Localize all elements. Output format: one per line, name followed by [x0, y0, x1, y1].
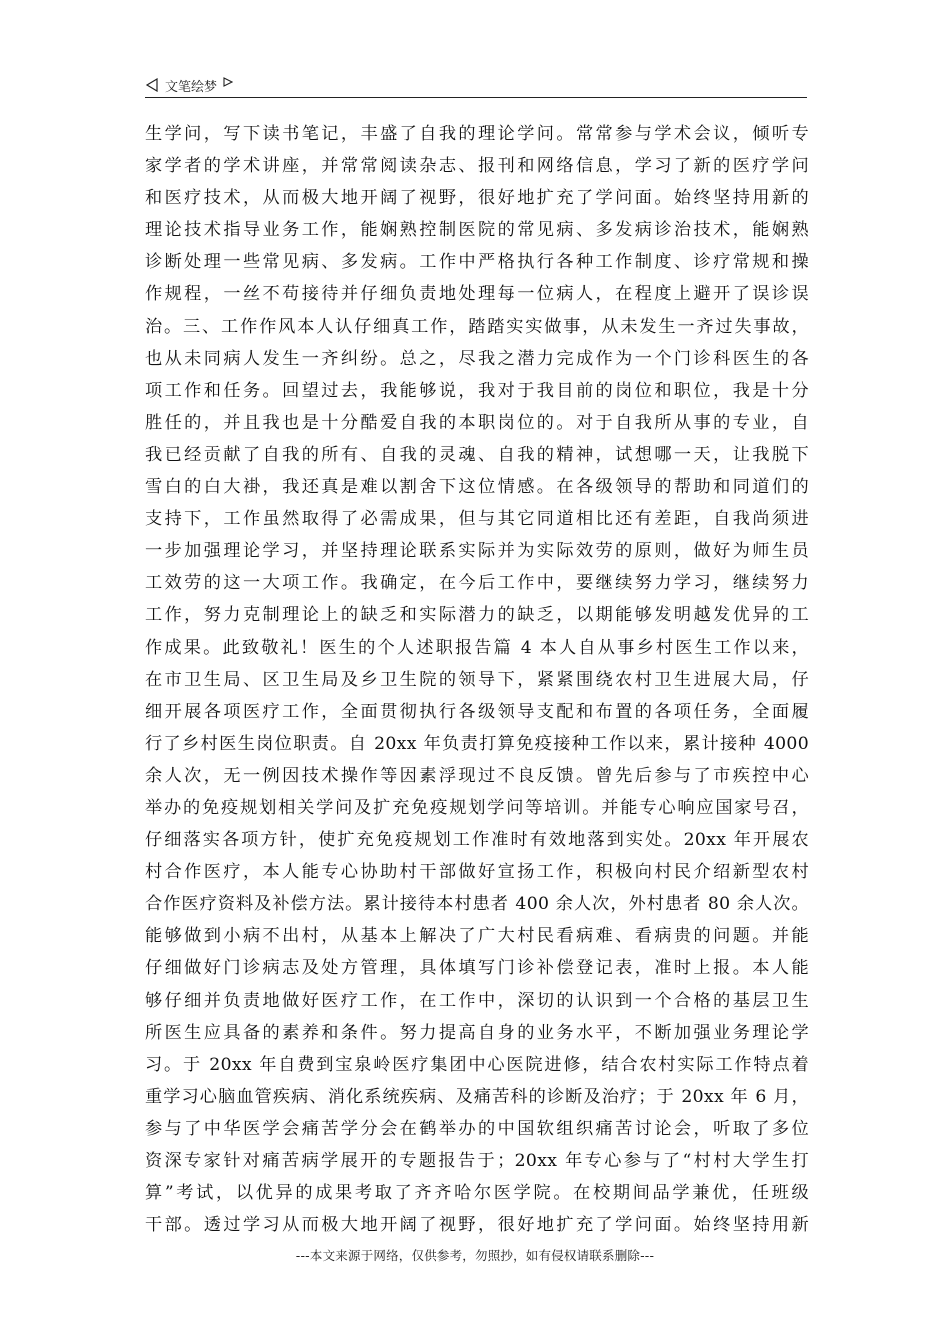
body-line: 项工作和任务。回望过去，我能够说，我对于我目前的岗位和职位，我是十分 — [145, 380, 809, 401]
body-line: 仔细落实各项方针，使扩充免疫规划工作准时有效地落到实处。20xx 年开展农 — [145, 830, 809, 851]
body-line: 胜任的，并且我也是十分酷爱自我的本职岗位的。对于自我所从事的专业，自 — [145, 412, 809, 433]
body-line: 生学问，写下读书笔记，丰盛了自我的理论学问。常常参与学术会议，倾听专 — [145, 124, 809, 144]
body-line: 够仔细并负责地做好医疗工作，在工作中，深切的认识到一个合格的基层卫生 — [145, 990, 809, 1011]
body-line: 一步加强理论学习，并坚持理论联系实际并为实际效劳的原则，做好为师生员 — [145, 541, 809, 562]
triangle-right-icon — [223, 77, 233, 87]
body-line: 治。三、工作作风本人认仔细真工作，踏踏实实做事，从未发生一齐过失事故， — [145, 316, 809, 337]
page-header — [145, 72, 807, 98]
body-line: 也从未同病人发生一齐纠纷。总之，尽我之潜力完成作为一个门诊科医生的各 — [145, 348, 809, 369]
body-line: 能够做到小病不出村，从基本上解决了广大村民看病难、看病贵的问题。并能 — [145, 926, 809, 947]
body-line: 余人次，无一例因技术操作等因素浮现过不良反馈。曾先后参与了市疾控中心 — [145, 765, 809, 786]
body-line: 资深专家针对痛苦病学展开的专题报告于；20xx 年专心参与了“村村大学生打 — [145, 1151, 809, 1171]
body-line: 算”考试，以优异的成果考取了齐齐哈尔医学院。在校期间品学兼优，任班级 — [145, 1183, 809, 1204]
header-title: 文笔绘梦 — [165, 79, 218, 95]
header-divider — [145, 97, 807, 98]
body-line: 诊断处理一些常见病、多发病。工作中严格执行各种工作制度、诊疗常规和操 — [145, 252, 809, 273]
body-line: 所医生应具备的素养和条件。努力提高自身的业务水平，不断加强业务理论学 — [145, 1022, 809, 1043]
body-line: 我已经贡献了自我的所有、自我的灵魂、自我的精神，试想哪一天，让我脱下 — [145, 444, 809, 465]
body-line: 在市卫生局、区卫生局及乡卫生院的领导下，紧紧围绕农村卫生进展大局，仔 — [145, 669, 809, 690]
body-line: 作成果。此致敬礼！医生的个人述职报告篇 4 本人自从事乡村医生工作以来， — [145, 637, 809, 658]
body-line: 参与了中华医学会痛苦学分会在鹤举办的中国软组织痛苦讨论会，听取了多位 — [145, 1118, 809, 1139]
body-line: 干部。透过学习从而极大地开阔了视野，很好地扩充了学问面。始终坚持用新 — [145, 1215, 809, 1236]
body-line: 习。于 20xx 年自费到宝泉岭医疗集团中心医院进修，结合农村实际工作特点着 — [145, 1054, 809, 1075]
body-line: 理论技术指导业务工作，能娴熟控制医院的常见病、多发病诊治技术，能娴熟 — [145, 220, 809, 241]
body-line: 行了乡村医生岗位职责。自 20xx 年负责打算免疫接种工作以来，累计接种 4000 — [145, 733, 809, 754]
body-line: 细开展各项医疗工作，全面贯彻执行各级领导支配和布置的各项任务，全面履 — [145, 701, 809, 722]
body-line: 和医疗技术，从而极大地开阔了视野，很好地扩充了学问面。始终坚持用新的 — [145, 188, 809, 209]
body-line: 村合作医疗，本人能专心协助村干部做好宣扬工作，积极向村民介绍新型农村 — [145, 862, 809, 883]
body-line: 家学者的学术讲座，并常常阅读杂志、报刊和网络信息，学习了新的医疗学问 — [145, 156, 809, 177]
body-line: 仔细做好门诊病志及处方管理，具体填写门诊补偿登记表，准时上报。本人能 — [145, 958, 809, 979]
body-line: 作规程，一丝不苟接待并仔细负责地处理每一位病人，在程度上避开了误诊误 — [145, 284, 809, 305]
body-line: 举办的免疫规划相关学问及扩充免疫规划学问等培训。并能专心响应国家号召， — [145, 797, 809, 818]
triangle-left-icon — [145, 78, 159, 92]
body-line: 雪白的白大褂，我还真是难以割舍下这位情感。在各级领导的帮助和同道们的 — [145, 477, 809, 498]
document-body — [145, 118, 809, 1241]
body-line: 重学习心脑血管疾病、消化系统疾病、及痛苦科的诊断及治疗；于 20xx 年 6 月， — [145, 1086, 809, 1107]
body-line: 合作医疗资料及补偿方法。累计接待本村患者 400 余人次，外村患者 80 余人次。 — [145, 894, 809, 915]
footer-notice: ---本文来源于网络，仅供参考，勿照抄，如有侵权请联系删除--- — [295, 1248, 655, 1263]
body-line: 支持下，工作虽然取得了必需成果，但与其它同道相比还有差距，自我尚须进 — [145, 509, 809, 530]
body-line: 工效劳的这一大项工作。我确定，在今后工作中，要继续努力学习，继续努力 — [145, 573, 809, 594]
body-line: 工作，努力克制理论上的缺乏和实际潜力的缺乏，以期能够发明越发优异的工 — [145, 605, 809, 626]
